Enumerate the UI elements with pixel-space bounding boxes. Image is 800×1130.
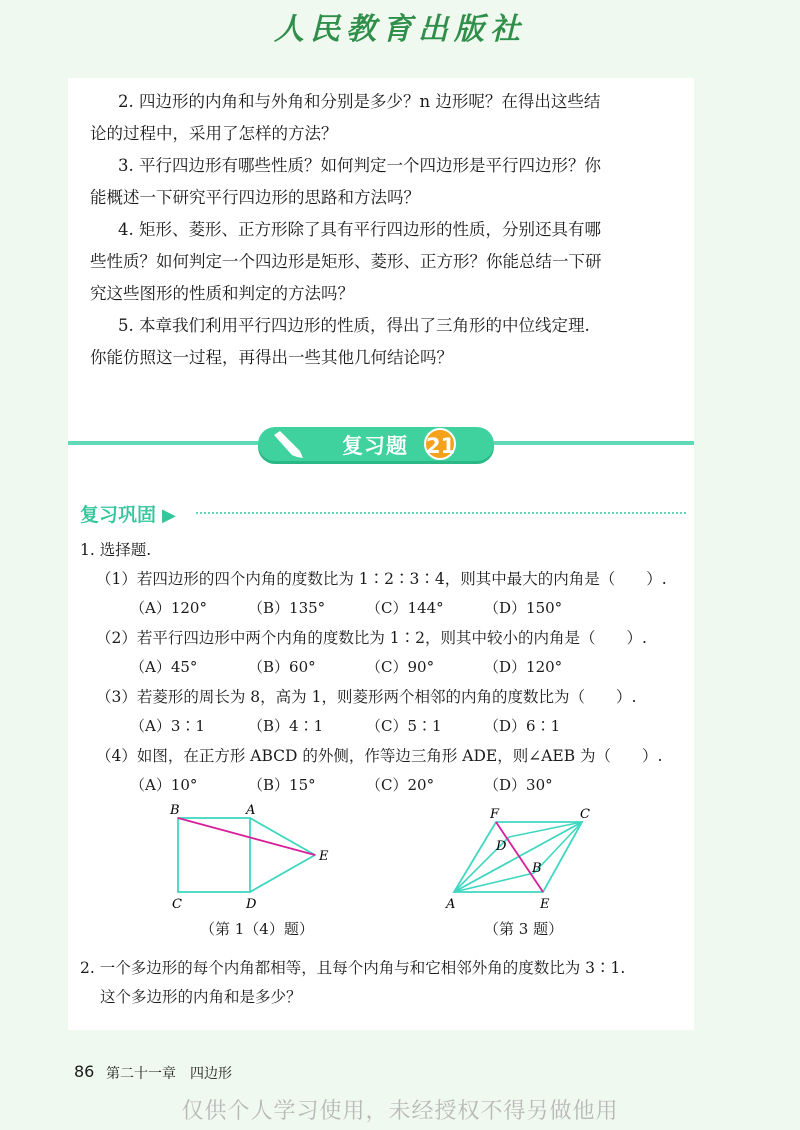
exercise1-item4-option-a: （A）10° bbox=[130, 776, 198, 794]
question-2-line1: 2. 四边形的内角和与外角和分别是多少？n 边形呢？在得出这些结 bbox=[118, 92, 601, 111]
question-3-line1: 3. 平行四边形有哪些性质？如何判定一个四边形是平行四边形？你 bbox=[118, 156, 601, 175]
question-4-line2: 些性质？如何判定一个四边形是矩形、菱形、正方形？你能总结一下研 bbox=[90, 252, 602, 271]
label-d3: D bbox=[496, 839, 507, 854]
question-4-line3: 究这些图形的性质和判定的方法吗？ bbox=[90, 284, 354, 303]
exercise1-item1-option-b: （B）135° bbox=[248, 599, 326, 617]
section-heading bbox=[80, 500, 176, 527]
question-5-line2: 你能仿照这一过程，再得出一些其他几何结论吗？ bbox=[90, 348, 453, 367]
label-e: E bbox=[319, 849, 329, 864]
exercise1-item2-option-d: （D）120° bbox=[484, 658, 563, 676]
label-a: A bbox=[246, 803, 256, 818]
exercise1-item1-option-a: （A）120° bbox=[130, 599, 207, 617]
figure-square-triangle bbox=[160, 800, 350, 912]
exercise1-item2-option-c: （C）90° bbox=[366, 658, 435, 676]
label-b3: B bbox=[532, 861, 542, 876]
label-d: D bbox=[246, 897, 257, 912]
question-4-line1: 4. 矩形、菱形、正方形除了具有平行四边形的性质，分别还具有哪 bbox=[118, 220, 601, 239]
exercise1-item1-stem: （1）若四边形的四个内角的度数比为 1∶2∶3∶4，则其中最大的内角是（ ）. bbox=[96, 570, 667, 588]
exercise1-item4-option-c: （C）20° bbox=[366, 776, 435, 794]
question-3-line2: 能概述一下研究平行四边形的思路和方法吗？ bbox=[90, 188, 420, 207]
exercise1-item1-option-c: （C）144° bbox=[366, 599, 444, 617]
question-2-line2: 论的过程中，采用了怎样的方法？ bbox=[90, 124, 338, 143]
review-questions bbox=[90, 86, 690, 374]
segment-be bbox=[178, 818, 315, 855]
page-number: 86 bbox=[74, 1062, 95, 1081]
label-b: B bbox=[170, 803, 180, 818]
exercise1-item3-stem: （3）若菱形的周长为 8，高为 1，则菱形两个相邻的内角的度数比为（ ）. bbox=[96, 688, 637, 706]
review-banner bbox=[258, 427, 494, 461]
chapter-title: 第二十一章 四边形 bbox=[106, 1066, 232, 1082]
exercise1-item2-option-a: （A）45° bbox=[130, 658, 198, 676]
section-dotted-line bbox=[196, 512, 686, 514]
triangle-ade bbox=[250, 818, 315, 892]
segment-fe bbox=[496, 822, 543, 892]
figure1-caption: （第 1（4）题） bbox=[200, 920, 314, 938]
exercise2-line1: 2. 一个多边形的每个内角都相等，且每个内角与和它相邻外角的度数比为 3∶1. bbox=[80, 959, 626, 977]
pencil-icon bbox=[270, 431, 306, 459]
label-a3: A bbox=[446, 897, 456, 912]
exercise1-item3-option-a: （A）3∶1 bbox=[130, 717, 205, 735]
watermark: 仅供个人学习使用，未经授权不得另做他用 bbox=[181, 1099, 619, 1124]
label-c: C bbox=[172, 897, 182, 912]
exercise1-item4-stem: （4）如图，在正方形 ABCD 的外侧，作等边三角形 ADE，则∠AEB 为（ ）. bbox=[96, 747, 663, 765]
arrow-right-icon: ▶ bbox=[162, 505, 176, 526]
label-e3: E bbox=[540, 897, 550, 912]
banner-title: 复习题 bbox=[342, 434, 408, 458]
exercise2-line2: 这个多边形的内角和是多少？ bbox=[100, 988, 302, 1006]
publisher-logo: 人民教育出版社 bbox=[274, 12, 526, 47]
label-f: F bbox=[490, 807, 500, 822]
exercise1-item3-option-b: （B）4∶1 bbox=[248, 717, 324, 735]
label-c3: C bbox=[580, 807, 590, 822]
banner-number: 21 bbox=[424, 428, 456, 460]
exercise1-item2-option-b: （B）60° bbox=[248, 658, 316, 676]
exercise1-item4-option-d: （D）30° bbox=[484, 776, 553, 794]
exercise1-item3-option-d: （D）6∶1 bbox=[484, 717, 561, 735]
exercise1-title: 1. 选择题. bbox=[80, 541, 152, 559]
figure-rhombus bbox=[440, 800, 600, 912]
figure3-caption: （第 3 题） bbox=[484, 920, 564, 938]
question-5-line1: 5. 本章我们利用平行四边形的性质，得出了三角形的中位线定理. bbox=[118, 316, 590, 335]
exercise1-item3-option-c: （C）5∶1 bbox=[366, 717, 442, 735]
section-title: 复习巩固 bbox=[80, 504, 157, 526]
exercise1-item2-stem: （2）若平行四边形中两个内角的度数比为 1∶2，则其中较小的内角是（ ）. bbox=[96, 629, 647, 647]
exercise1-item1-option-d: （D）150° bbox=[484, 599, 563, 617]
exercise1-item4-option-b: （B）15° bbox=[248, 776, 316, 794]
square-abcd bbox=[178, 818, 250, 892]
segment-ab bbox=[454, 873, 534, 892]
